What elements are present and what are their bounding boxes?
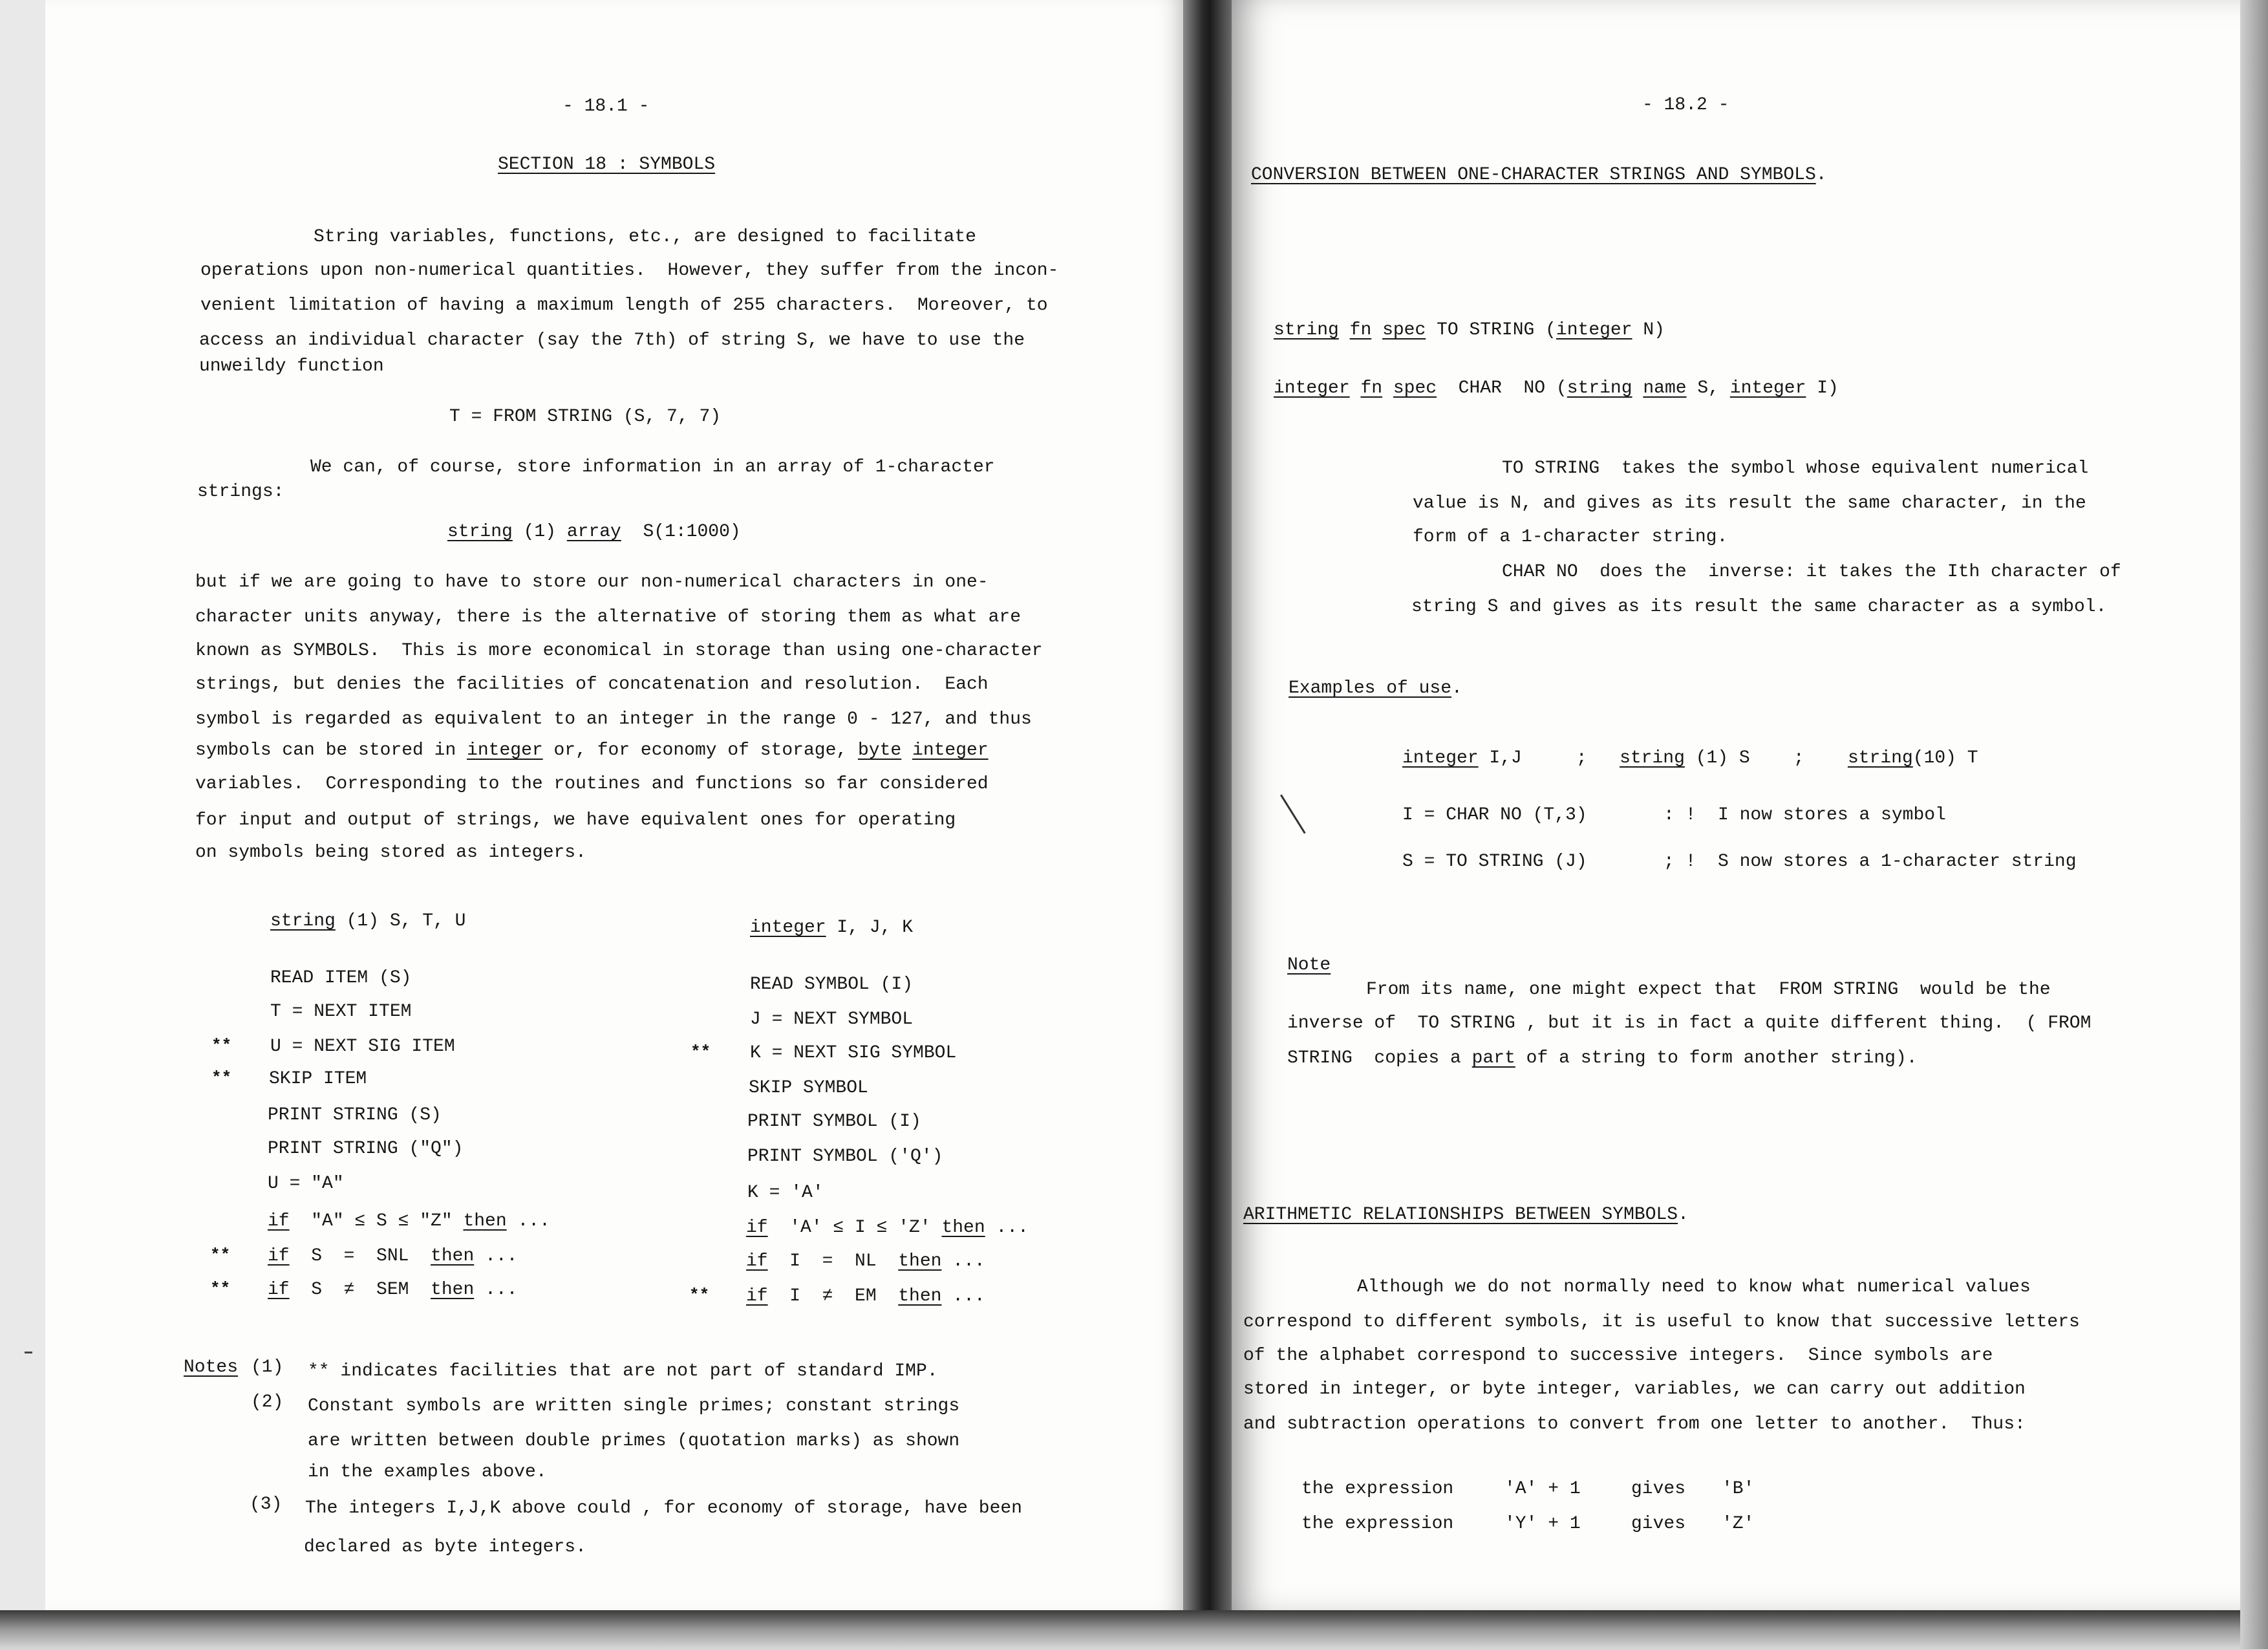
description-line: value is N, and gives as its result the same character, in the bbox=[1413, 493, 2086, 513]
paragraph-line: Although we do not normally need to know what numerical values bbox=[1357, 1277, 2031, 1297]
nonstandard-marker: ** bbox=[211, 1068, 232, 1088]
spec-line: string fn spec TO STRING (integer N) bbox=[1274, 320, 1665, 340]
code-line: PRINT STRING (S) bbox=[268, 1105, 442, 1125]
paragraph-line: access an individual character (say the 7th) of string S, we have to use the bbox=[199, 330, 1025, 350]
formula: T = FROM STRING (S, 7, 7) bbox=[449, 407, 722, 427]
paragraph-line: unweildy function bbox=[199, 356, 384, 376]
nonstandard-marker: ** bbox=[689, 1286, 710, 1305]
note-text: are written between double primes (quotation marks) as shown bbox=[308, 1431, 960, 1451]
integer-column-header: integer I, J, K bbox=[750, 918, 914, 938]
code-line: if S ≠ SEM then ... bbox=[268, 1280, 518, 1300]
code-line: READ ITEM (S) bbox=[270, 968, 412, 988]
code-line: READ SYMBOL (I) bbox=[750, 975, 914, 995]
paragraph-line: character units anyway, there is the alternative of storing them as what are bbox=[195, 607, 1022, 627]
code-line: U = NEXT SIG ITEM bbox=[270, 1037, 455, 1057]
code-line: if 'A' ≤ I ≤ 'Z' then ... bbox=[746, 1218, 1029, 1238]
section-heading: CONVERSION BETWEEN ONE-CHARACTER STRINGS AND SYMBOLS. bbox=[1251, 165, 1827, 185]
nonstandard-marker: ** bbox=[211, 1036, 232, 1055]
paragraph-line: venient limitation of having a maximum length of 255 characters. Moreover, to bbox=[200, 296, 1048, 316]
expression-label: the expression bbox=[1301, 1479, 1454, 1499]
paragraph-line: We can, of course, store information in an array of 1-character bbox=[310, 457, 995, 477]
section-heading: ARITHMETIC RELATIONSHIPS BETWEEN SYMBOLS. bbox=[1243, 1205, 1689, 1225]
code-line: K = NEXT SIG SYMBOL bbox=[750, 1043, 957, 1063]
section-title: SECTION 18 : SYMBOLS bbox=[498, 155, 716, 175]
example-code: I = CHAR NO (T,3) bbox=[1402, 805, 1587, 825]
note-line: inverse of TO STRING , but it is in fact a quite different thing. ( FROM bbox=[1287, 1013, 2091, 1033]
note-text: declared as byte integers. bbox=[304, 1537, 586, 1557]
array-declaration: string (1) array S(1:1000) bbox=[447, 522, 741, 542]
example-comment: : ! I now stores a symbol bbox=[1664, 805, 1946, 825]
paragraph-line: variables. Corresponding to the routines and functions so far considered bbox=[195, 774, 989, 794]
code-line: if I ≠ EM then ... bbox=[746, 1286, 985, 1306]
example-comment: ; ! S now stores a 1-character string bbox=[1664, 852, 2077, 872]
page-right-edge bbox=[2240, 0, 2268, 1649]
paragraph-line: for input and output of strings, we have equivalent ones for operating bbox=[195, 810, 956, 830]
book-gutter bbox=[1183, 0, 1232, 1649]
expression-value: 'A' + 1 bbox=[1504, 1479, 1581, 1499]
margin-mark bbox=[1280, 794, 1306, 834]
paragraph-line: but if we are going to have to store our non-numerical characters in one- bbox=[195, 572, 989, 592]
code-line: U = "A" bbox=[268, 1174, 344, 1194]
nonstandard-marker: ** bbox=[210, 1245, 231, 1265]
expression-gives: gives bbox=[1631, 1514, 1686, 1534]
code-line: if S = SNL then ... bbox=[268, 1246, 518, 1266]
paragraph-line: strings: bbox=[197, 482, 284, 502]
expression-gives: gives bbox=[1631, 1479, 1686, 1499]
note-text: in the examples above. bbox=[308, 1462, 547, 1482]
page-number: - 18.1 - bbox=[562, 96, 650, 116]
description-line: TO STRING takes the symbol whose equivalent numerical bbox=[1502, 458, 2089, 479]
left-page bbox=[45, 0, 1183, 1610]
code-line: if "A" ≤ S ≤ "Z" then ... bbox=[268, 1211, 550, 1231]
description-line: form of a 1-character string. bbox=[1413, 527, 1728, 547]
note-text: The integers I,J,K above could , for economy of storage, have been bbox=[305, 1498, 1022, 1518]
nonstandard-marker: ** bbox=[690, 1042, 711, 1062]
note-number: (2) bbox=[251, 1392, 284, 1412]
paragraph-line: symbols can be stored in integer or, for economy of storage, byte integer bbox=[195, 740, 989, 760]
page-bottom-edge bbox=[0, 1610, 2268, 1649]
code-line: SKIP ITEM bbox=[269, 1069, 367, 1089]
paragraph-line: of the alphabet correspond to successive integers. Since symbols are bbox=[1243, 1346, 1993, 1366]
expression-result: 'B' bbox=[1722, 1479, 1755, 1499]
paragraph-line: strings, but denies the facilities of concatenation and resolution. Each bbox=[195, 674, 989, 695]
code-line: T = NEXT ITEM bbox=[270, 1002, 412, 1022]
expression-value: 'Y' + 1 bbox=[1504, 1514, 1581, 1534]
notes-label: Notes bbox=[184, 1357, 239, 1377]
note-text: Constant symbols are written single primes; constant strings bbox=[308, 1396, 960, 1416]
paragraph-line: correspond to different symbols, it is useful to know that successive letters bbox=[1243, 1312, 2080, 1332]
note-number: (3) bbox=[250, 1494, 283, 1514]
example-declaration: integer I,J ; string (1) S ; string(10) T bbox=[1402, 748, 1978, 768]
paragraph-line: on symbols being stored as integers. bbox=[195, 843, 586, 863]
note-line: From its name, one might expect that FROM STRING would be the bbox=[1366, 980, 2051, 1000]
note-label: Note bbox=[1287, 955, 1331, 975]
paragraph-line: String variables, functions, etc., are designed to facilitate bbox=[314, 227, 976, 247]
code-line: PRINT SYMBOL (I) bbox=[747, 1112, 921, 1132]
string-column-header: string (1) S, T, U bbox=[270, 911, 466, 931]
paragraph-line: symbol is regarded as equivalent to an integer in the range 0 - 127, and thus bbox=[195, 709, 1032, 729]
code-line: if I = NL then ... bbox=[746, 1251, 985, 1271]
right-page bbox=[1232, 0, 2240, 1610]
code-line: K = 'A' bbox=[747, 1183, 824, 1203]
description-line: CHAR NO does the inverse: it takes the Ith character of bbox=[1502, 562, 2121, 582]
nonstandard-marker: ** bbox=[210, 1279, 231, 1299]
note-number: (1) bbox=[251, 1357, 284, 1377]
page-number: - 18.2 - bbox=[1642, 95, 1729, 115]
note-line: STRING copies a part of a string to form another string). bbox=[1287, 1048, 1918, 1068]
code-line: J = NEXT SYMBOL bbox=[750, 1009, 914, 1029]
paragraph-line: and subtraction operations to convert from one letter to another. Thus: bbox=[1243, 1414, 2026, 1434]
note-text: ** indicates facilities that are not part of standard IMP. bbox=[308, 1361, 938, 1381]
code-line: PRINT STRING ("Q") bbox=[268, 1139, 464, 1159]
code-line: PRINT SYMBOL ('Q') bbox=[747, 1147, 943, 1167]
expression-result: 'Z' bbox=[1722, 1514, 1755, 1534]
description-line: string S and gives as its result the same character as a symbol. bbox=[1411, 597, 2107, 617]
margin-tick bbox=[25, 1352, 32, 1353]
paragraph-line: stored in integer, or byte integer, variables, we can carry out addition bbox=[1243, 1379, 2026, 1399]
paragraph-line: known as SYMBOLS. This is more economical in storage than using one-character bbox=[195, 641, 1043, 661]
expression-label: the expression bbox=[1301, 1514, 1454, 1534]
examples-label: Examples of use. bbox=[1289, 678, 1462, 698]
paragraph-line: operations upon non-numerical quantities. However, they suffer from the incon- bbox=[200, 261, 1059, 281]
spec-line: integer fn spec CHAR NO (string name S, integer I) bbox=[1274, 378, 1839, 398]
example-code: S = TO STRING (J) bbox=[1402, 852, 1587, 872]
code-line: SKIP SYMBOL bbox=[749, 1078, 868, 1098]
